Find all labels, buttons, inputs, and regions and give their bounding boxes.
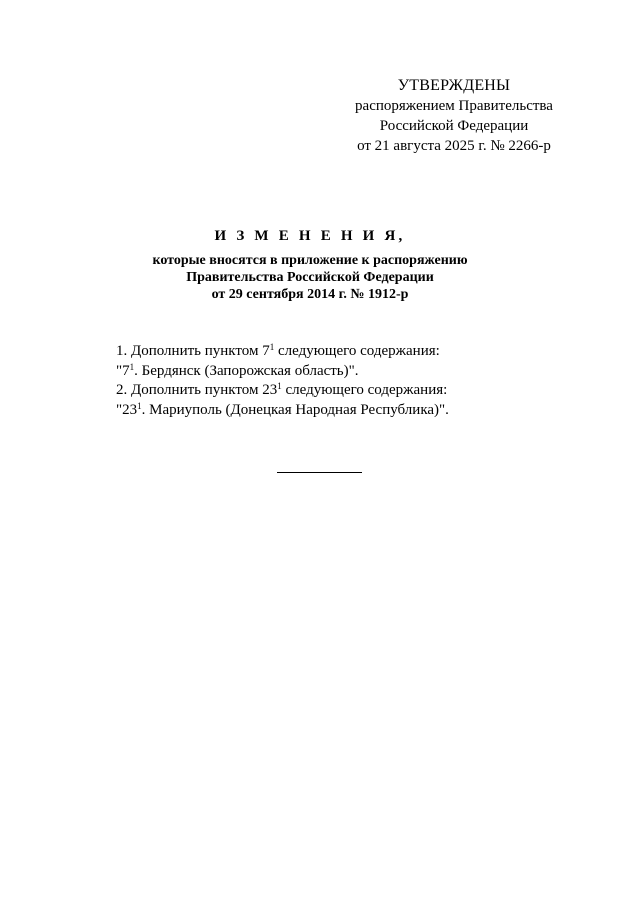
approval-line-2: Российской Федерации: [379, 118, 529, 134]
superscript: 1: [277, 381, 282, 391]
subtitle-line-3: от 29 сентября 2014 г. № 1912-р: [211, 287, 409, 302]
document-heading: [80, 226, 540, 303]
document-subtitle: [80, 252, 540, 303]
item-1-content: "$7^1$. Бердянск (Запорожская область)".: [116, 361, 359, 379]
approval-status: УТВЕРЖДЕНЫ: [397, 77, 511, 94]
subtitle-line-2: Правительства Российской Федерации: [186, 270, 434, 285]
document-title: И З М Е Н Е Н И Я,: [214, 228, 406, 244]
item-2-instruction: 2. Дополнить пунктом $23^1$ следующего содержания:: [116, 381, 448, 398]
superscript: 1: [129, 361, 135, 372]
amendments-list: [116, 342, 576, 420]
approval-line-1: распоряжением Правительства: [355, 98, 553, 114]
superscript: 1: [137, 400, 142, 411]
approval-block: [340, 76, 568, 156]
subtitle-line-1: которые вносятся в приложение к распоряжению: [152, 253, 468, 268]
item-1-instruction: 1. Дополнить пунктом $7^1$ следующего содержания:: [116, 342, 440, 359]
closing-divider: [277, 472, 362, 473]
superscript: 1: [269, 342, 275, 352]
approval-line-3: от 21 августа 2025 г. № 2266-р: [357, 138, 551, 154]
item-2-content: "$23^1$. Мариуполь (Донецкая Народная Республика)".: [116, 400, 449, 418]
